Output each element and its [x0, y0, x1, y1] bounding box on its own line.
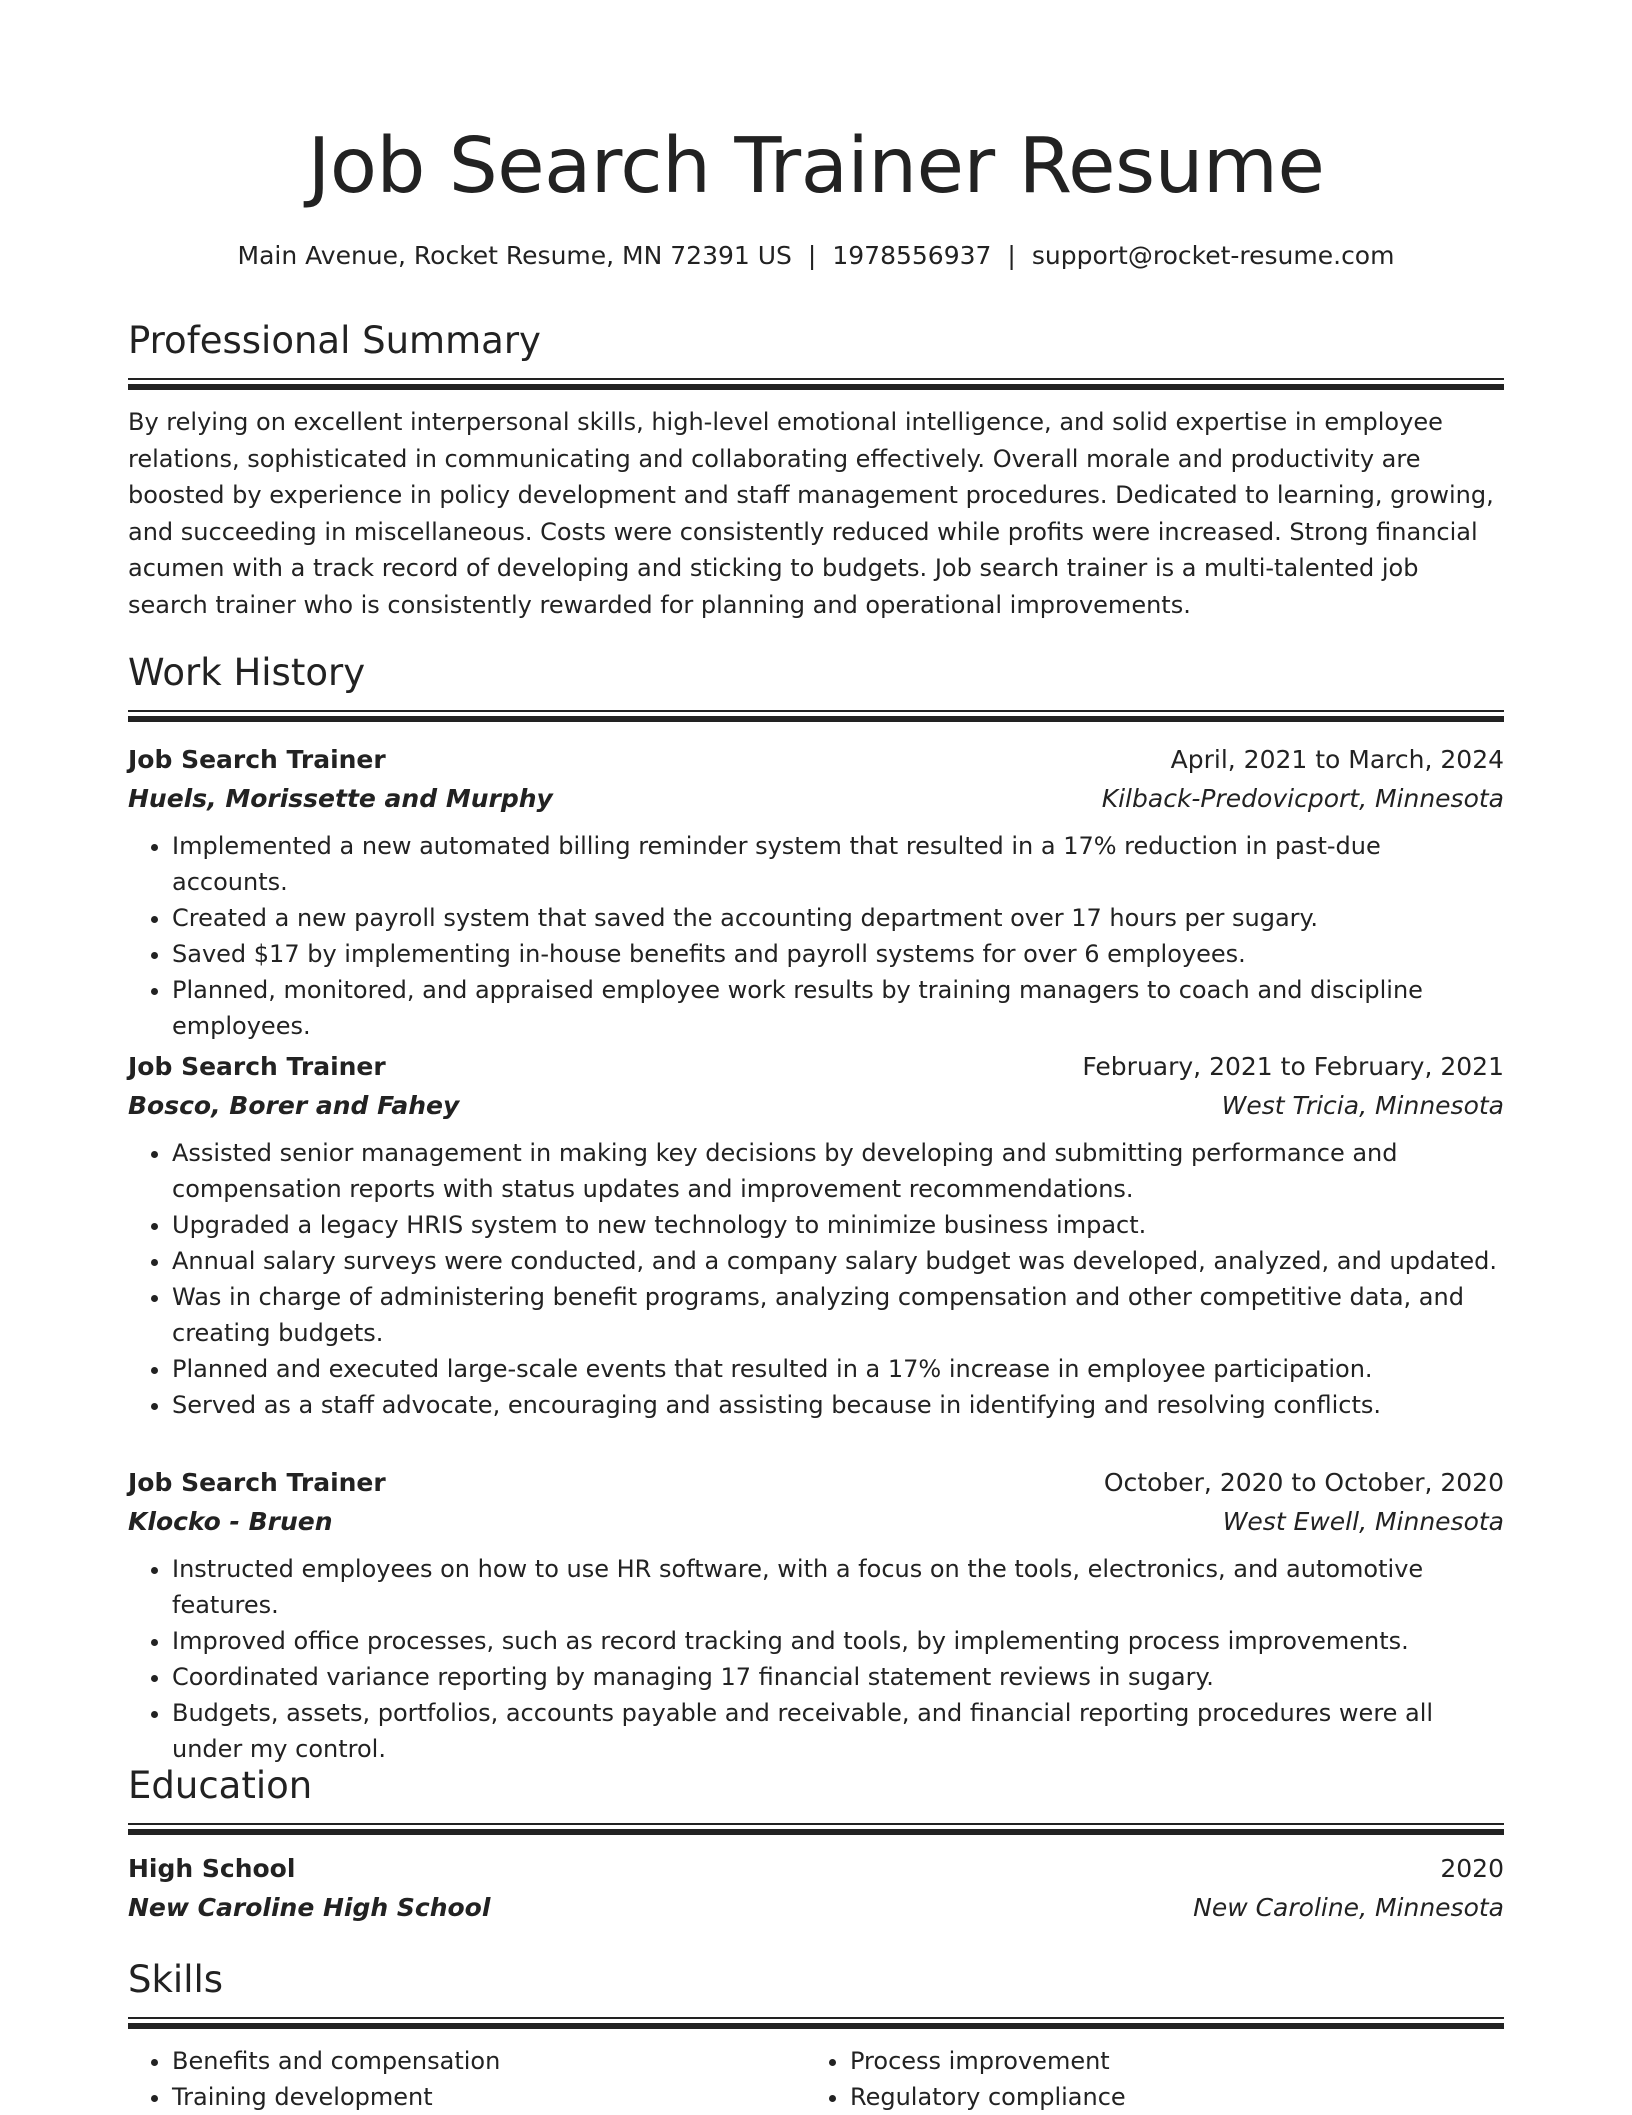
job-title: Job Search Trainer [128, 745, 386, 774]
job-bullet: • Upgraded a legacy HRIS system to new technology to minimize business impact. [172, 1207, 1504, 1243]
job-location: West Tricia, Minnesota [1221, 1091, 1504, 1120]
skill-item: • Process improvement [850, 2043, 1484, 2079]
work-history-section [128, 648, 1504, 722]
contact-phone: 1978556937 [832, 241, 992, 270]
skills-section [128, 1955, 1504, 2115]
contact-line [128, 236, 1504, 276]
job-bullet: • Created a new payroll system that saved the accounting department over 17 hours per sugary. [172, 900, 1504, 936]
job-bullet: • Served as a staff advocate, encouraging and assisting because in identifying and resolving conflicts. [172, 1387, 1504, 1423]
skills-column-right [806, 2043, 1484, 2115]
job-bullet: • Instructed employees on how to use HR software, with a focus on the tools, electronics, and automotive features. [172, 1551, 1504, 1623]
contact-email: support@rocket-resume.com [1031, 241, 1395, 270]
job-entry [128, 1047, 1504, 1423]
job-location: West Ewell, Minnesota [1222, 1507, 1504, 1536]
skill-item: • Regulatory compliance [850, 2079, 1484, 2115]
degree: High School [128, 1854, 296, 1883]
skills-grid [128, 2043, 1504, 2115]
work-history-heading: Work History [128, 651, 366, 694]
education-section [128, 1761, 1504, 1927]
job-entry [128, 1463, 1504, 1767]
summary-section [128, 316, 1504, 623]
job-title: Job Search Trainer [128, 1468, 386, 1497]
job-bullet: • Budgets, assets, portfolios, accounts payable and receivable, and financial reporting procedures were all under my control. [172, 1695, 1504, 1767]
contact-separator: | [807, 241, 817, 270]
section-divider [128, 378, 1504, 390]
job-dates: February, 2021 to February, 2021 [1082, 1052, 1504, 1081]
job-bullet: • Saved $17 by implementing in-house benefits and payroll systems for over 6 employees. [172, 936, 1504, 972]
job-bullet: • Assisted senior management in making key decisions by developing and submitting performance and compensation reports with status updates and improvement recommendations. [172, 1135, 1504, 1207]
skills-column-left [128, 2043, 806, 2115]
job-location: Kilback-Predovicport, Minnesota [1101, 784, 1504, 813]
company-name: Klocko - Bruen [128, 1507, 333, 1536]
job-bullet: • Annual salary surveys were conducted, and a company salary budget was developed, analyzed, and updated. [172, 1243, 1504, 1279]
job-bullets [128, 828, 1504, 1044]
skill-item: • Benefits and compensation [172, 2043, 806, 2079]
job-bullets [128, 1135, 1504, 1423]
section-divider [128, 1823, 1504, 1835]
resume-title: Job Search Trainer Resume [307, 122, 1325, 211]
education-heading: Education [128, 1764, 313, 1807]
job-bullet: • Was in charge of administering benefit programs, analyzing compensation and other competitive data, and creating budgets. [172, 1279, 1504, 1351]
job-bullet: • Improved office processes, such as record tracking and tools, by implementing process improvements. [172, 1623, 1504, 1659]
skills-heading: Skills [128, 1958, 224, 2001]
job-bullet: • Planned, monitored, and appraised employee work results by training managers to coach and discipline employees. [172, 972, 1504, 1044]
contact-address: Main Avenue, Rocket Resume, MN 72391 US [237, 241, 792, 270]
job-dates: April, 2021 to March, 2024 [1170, 745, 1504, 774]
job-dates: October, 2020 to October, 2020 [1103, 1468, 1504, 1497]
job-bullet: • Coordinated variance reporting by managing 17 financial statement reviews in sugary. [172, 1659, 1504, 1695]
school-location: New Caroline, Minnesota [1193, 1893, 1504, 1922]
school-name: New Caroline High School [128, 1893, 491, 1922]
job-bullets [128, 1551, 1504, 1767]
education-year: 2020 [1440, 1854, 1504, 1883]
summary-heading: Professional Summary [128, 319, 541, 362]
company-name: Huels, Morissette and Murphy [128, 784, 553, 813]
job-bullet: • Planned and executed large-scale events that resulted in a 17% increase in employee participation. [172, 1351, 1504, 1387]
job-entry [128, 740, 1504, 1044]
skill-item: • Training development [172, 2079, 806, 2115]
job-bullet: • Implemented a new automated billing reminder system that resulted in a 17% reduction in past-due accounts. [172, 828, 1504, 900]
section-divider [128, 2017, 1504, 2029]
section-divider [128, 710, 1504, 722]
contact-separator: | [1007, 241, 1016, 270]
company-name: Bosco, Borer and Fahey [128, 1091, 460, 1120]
job-title: Job Search Trainer [128, 1052, 386, 1081]
summary-text: By relying on excellent interpersonal skills, high-level emotional intelligence, and solid expertise in employee relations, sophisticated in communicating and collaborating effectively. Overall morale and productivity are boosted by experience in policy development and staff management procedures. Dedicated to learning, growing, and succeeding in miscellaneous. Costs were consistently reduced while profits were increased. Strong financial acumen with a track record of developing and sticking to budgets. Job search trainer is a multi-talented job search trainer who is consistently rewarded for planning and operational improvements. [128, 408, 1494, 619]
